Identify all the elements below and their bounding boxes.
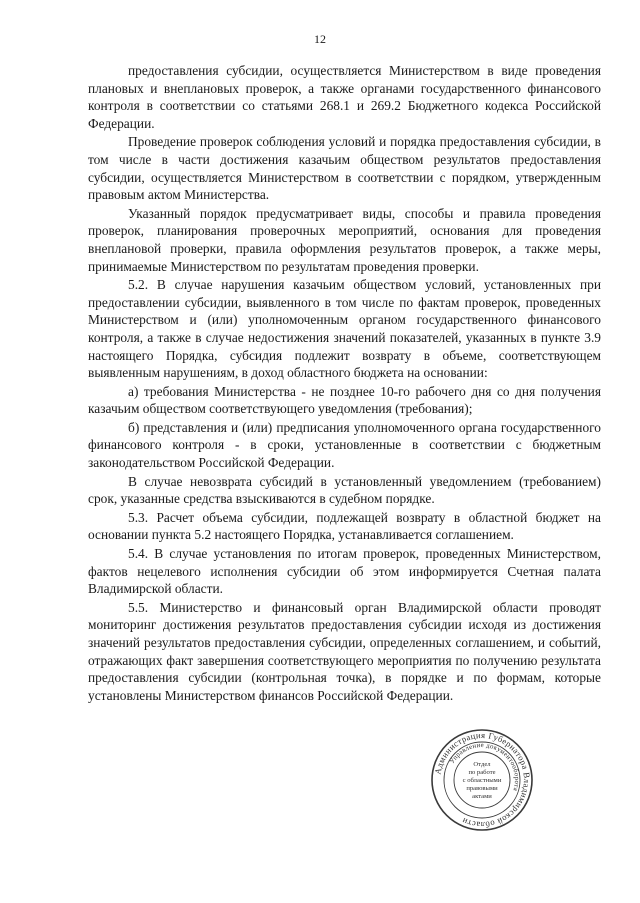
paragraph-5-2: 5.2. В случае нарушения казачьим обществом условий, установленных при предоставлении субсидии, выявленного в том числе по фактам проверок, проведенных Министерством и (или) уполномоченным органом государственного финансового контроля, а также в случае недостижения значений показателей, указанных в пункте 3.9 настоящего Порядка, субсидия подлежит возврату в объеме, соответствующем выявленным нарушениям, в доход областного бюджета на основании: [88, 277, 601, 381]
paragraph-5-3: 5.3. Расчет объема субсидии, подлежащей возврату в областной бюджет на основании пункта 5.2 настоящего Порядка, устанавливается соглашением. [88, 509, 601, 543]
document-body [88, 62, 601, 704]
stamp-center-line: правовыми [466, 785, 498, 792]
paragraph-inspection-rules: Указанный порядок предусматривает виды, способы и правила проведения проверок, планирования проверочных мероприятий, основания для проведения внеплановой проверки, правила оформления результатов проверок, а также меры, принимаемые Министерством по результатам проведения проверки. [88, 205, 601, 274]
stamp-inner-ring-text: Управление документооборота [448, 741, 521, 792]
official-stamp [430, 728, 534, 832]
paragraph-inspection-procedure: Проведение проверок соблюдения условий и порядка предоставления субсидии, в том числе в части достижения казачьим обществом результатов предоставления субсидии, осуществляется Министерством в соответствии с порядком, утвержденным правовым актом Министерства. [88, 134, 601, 203]
paragraph-5-2-b: б) представления и (или) предписания уполномоченного органа государственного финансового контроля - в сроки, установленные в соответствии с бюджетным законодательством Российской Федерации. [88, 419, 601, 471]
paragraph-control-bodies: предоставления субсидии, осуществляется Министерством в виде проведения плановых и внеплановых проверок, а также органами государственного финансового контроля в соответствии со статьями 268.1 и 269.2 Бюджетного кодекса Российской Федерации. [88, 63, 601, 131]
paragraph-non-return: В случае невозврата субсидий в установленный уведомлением (требованием) срок, указанные средства взыскиваются в судебном порядке. [88, 473, 601, 507]
stamp-center-line: Отдел [473, 761, 491, 768]
paragraph-5-2-a: а) требования Министерства - не позднее 10-го рабочего дня со дня получения казачьим обществом соответствующего уведомления (требования); [88, 383, 601, 417]
stamp-center-line: актами [472, 793, 492, 800]
stamp-outer-text: Администрация Губернатора Владимирской области [432, 729, 533, 831]
paragraph-5-5: 5.5. Министерство и финансовый орган Владимирской области проводят мониторинг достижения результатов предоставления субсидии исходя из достижения значений результатов предоставления субсидии, определенных соглашением, и событий, отражающих факт завершения соответствующего мероприятия по получению результата предоставления субсидии (контрольная точка), в порядке и по формам, которые установлены Министерством финансов Российской Федерации. [88, 599, 601, 703]
paragraph-5-4: 5.4. В случае установления по итогам проверок, проведенных Министерством, фактов нецелевого исполнения субсидии об этом информируется Счетная палата Владимирской области. [88, 546, 601, 597]
page-number: 12 [314, 32, 326, 46]
stamp-center-line: с областными [462, 777, 502, 784]
stamp-center-line: по работе [468, 769, 496, 776]
